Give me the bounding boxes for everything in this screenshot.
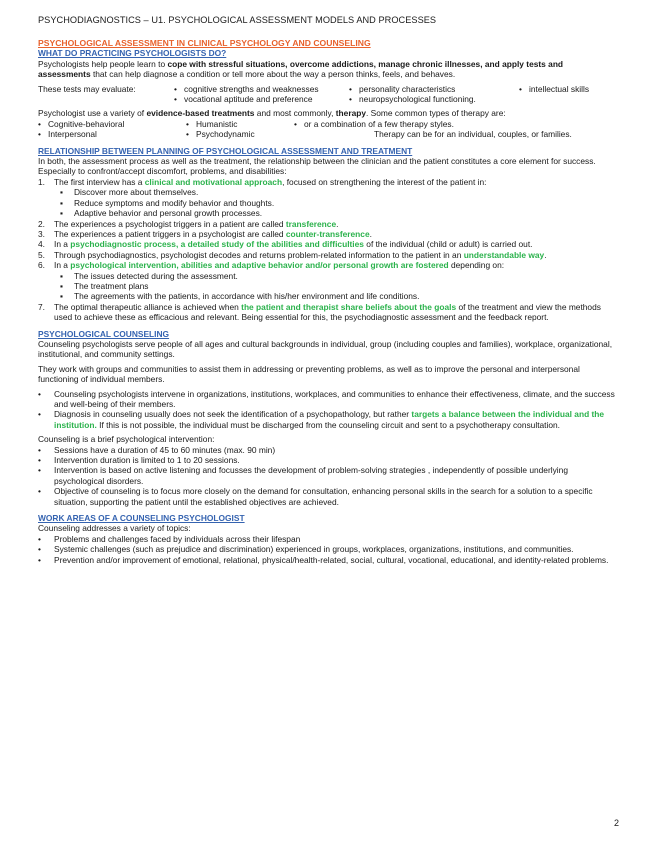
list-item: ▪ Reduce symptoms and modify behavior and thoughts.	[60, 197, 275, 208]
list-item: ▪ Adaptive behavior and personal growth processes.	[60, 208, 263, 219]
list-item: • Sessions have a duration of 45 to 60 minutes (max. 90 min)	[38, 444, 276, 455]
list-item: • Intervention duration is limited to 1 to 20 sessions.	[38, 455, 240, 466]
list-item: • Problems and challenges faced by individuals across their lifespan	[38, 533, 301, 544]
list-item: • Interpersonal	[38, 129, 97, 140]
section-title-assessment: PSYCHOLOGICAL ASSESSMENT IN CLINICAL PSYCHOLOGY AND COUNSELING	[38, 38, 371, 48]
page-header: PSYCHODIAGNOSTICS – U1. PSYCHOLOGICAL ASSESSMENT MODELS AND PROCESSES	[38, 15, 437, 25]
list-item: 4. In a psychodiagnostic process, a detailed study of the abilities and difficulties of the individual (child or adult) is carried out.	[38, 239, 533, 250]
list-item: • Psychodynamic	[186, 129, 255, 140]
list-item: • Diagnosis in counseling usually does not seek the identification of a psychopathology, but rather targets a balance between the individual and the institution. If this is not possible, the individual must be discharged from the counseling circuit and sent to a psychotherapy consultation.	[38, 409, 605, 430]
paragraph-work-lead: Counseling addresses a variety of topics:	[38, 523, 191, 534]
evaluate-lead: These tests may evaluate:	[38, 83, 136, 94]
list-item: • neuropsychological functioning.	[349, 94, 476, 105]
list-item: ▪ The agreements with the patients, in accordance with his/her environment and life conditions.	[60, 291, 420, 302]
list-item: • Systemic challenges (such as prejudice and discrimination) experienced in groups, workplaces, organizations, institutions, and communities.	[38, 544, 574, 555]
page-number: 2	[613, 818, 619, 828]
list-item: • Prevention and/or improvement of emotional, relational, physical/health-related, social, cultural, vocational, educational, and identity-related problems.	[38, 554, 609, 565]
list-item: • Cognitive-behavioral	[38, 118, 125, 129]
list-item: • intellectual skills	[519, 83, 590, 94]
therapy-list	[38, 119, 617, 140]
list-item: • Humanistic	[186, 118, 238, 129]
list-item: 5. Through psychodiagnostics, psychologist decodes and returns problem-related information to the patient in an understandable way.	[38, 249, 547, 260]
list-item: • or a combination of a few therapy styles.	[294, 118, 454, 129]
section-title-work-areas: WORK AREAS OF A COUNSELING PSYCHOLOGIST	[38, 513, 245, 524]
section-title-counseling: PSYCHOLOGICAL COUNSELING	[38, 328, 170, 339]
paragraph-counseling-1: Counseling psychologists serve people of all ages and cultural backgrounds in individual, group (including couples and families), workplace, organizational, institutional, and community settings.	[38, 338, 613, 360]
list-item: 3. The experiences a patient triggers in a psychologist are called counter-transference.	[38, 228, 372, 239]
list-item: • Objective of counseling is to focus more closely on the demand for consultation, enhancing personal skills in the search for a solution to a specific situation, supporting the patient until the established objectives are achieved.	[38, 486, 593, 507]
list-item: • Counseling psychologists intervene in organizations, institutions, workplaces, and communities to enhance their effectiveness, climate, and the success and well-being of their members.	[38, 388, 615, 409]
subtitle-practicing: WHAT DO PRACTICING PSYCHOLOGISTS DO?	[38, 48, 227, 59]
list-item: 6. In a psychological intervention, abilities and adaptive behavior and/or personal growth are fostered depending on: ▪ The issues detected during the assessment. ▪ The treatment plans ▪ The agreements with the patients, in accordance with his/her environment and life conditions.	[38, 260, 505, 302]
paragraph-relationship-intro: In both, the assessment process as well as the treatment, the relationship between the clinician and the patient constitutes a core element for success. Especially to confront/accept discomfort, problems, and disabilities:	[38, 156, 596, 177]
evaluate-list	[38, 84, 617, 105]
work-areas-list	[38, 534, 617, 565]
list-item: • vocational aptitude and preference	[174, 94, 313, 105]
counseling-bullets	[38, 389, 617, 431]
list-item: • Intervention is based on active listening and focusses the development of problem-solving strategies , independently of possible underlying psychological disorders.	[38, 465, 568, 486]
relationship-list	[38, 177, 617, 323]
list-item: • cognitive strengths and weaknesses	[174, 83, 319, 94]
list-item: Therapy can be for an individual, couples, or families.	[374, 129, 572, 140]
list-item: • personality characteristics	[349, 83, 456, 94]
list-item: 7. The optimal therapeutic alliance is achieved when the patient and therapist share beliefs about the goals of the treatment and view the methods used to achieve these as efficacious and relevant. Being essential for this, the psychodiagnostic assessment and the feedback report.	[38, 301, 601, 323]
list-item: 1. The first interview has a clinical and motivational approach, focused on strengthening the interest of the patient in: ▪ Discover more about themselves. ▪ Reduce symptoms and modify behavior and thoughts. ▪ Adaptive behavior and personal growth processes.	[38, 176, 487, 219]
list-item: ▪ Discover more about themselves.	[60, 187, 199, 198]
paragraph-counseling-2: They work with groups and communities to assist them in addressing or preventing problems, as well as to improve the personal and interpersonal functioning of individual members.	[38, 363, 580, 385]
paragraph-psychologists-help: Psychologists help people learn to cope with stressful situations, overcome addictions, manage chronic illnesses, and apply tests and assessments that can help diagnose a condition or tell more about the way a person thinks, feels, and behaves.	[38, 58, 564, 80]
list-item: 2. The experiences a psychologist triggers in a patient are called transference.	[38, 218, 339, 229]
list-item: ▪ The treatment plans	[60, 280, 149, 291]
paragraph-treatments: Psychologist use a variety of evidence-based treatments and most commonly, therapy. Some common types of therapy are:	[38, 108, 506, 119]
paragraph-brief-intervention: Counseling is a brief psychological intervention:	[38, 434, 215, 445]
list-item: ▪ The issues detected during the assessment.	[60, 270, 238, 281]
section-title-relationship: RELATIONSHIP BETWEEN PLANNING OF PSYCHOLOGICAL ASSESSMENT AND TREATMENT	[38, 145, 413, 156]
brief-list	[38, 445, 617, 507]
